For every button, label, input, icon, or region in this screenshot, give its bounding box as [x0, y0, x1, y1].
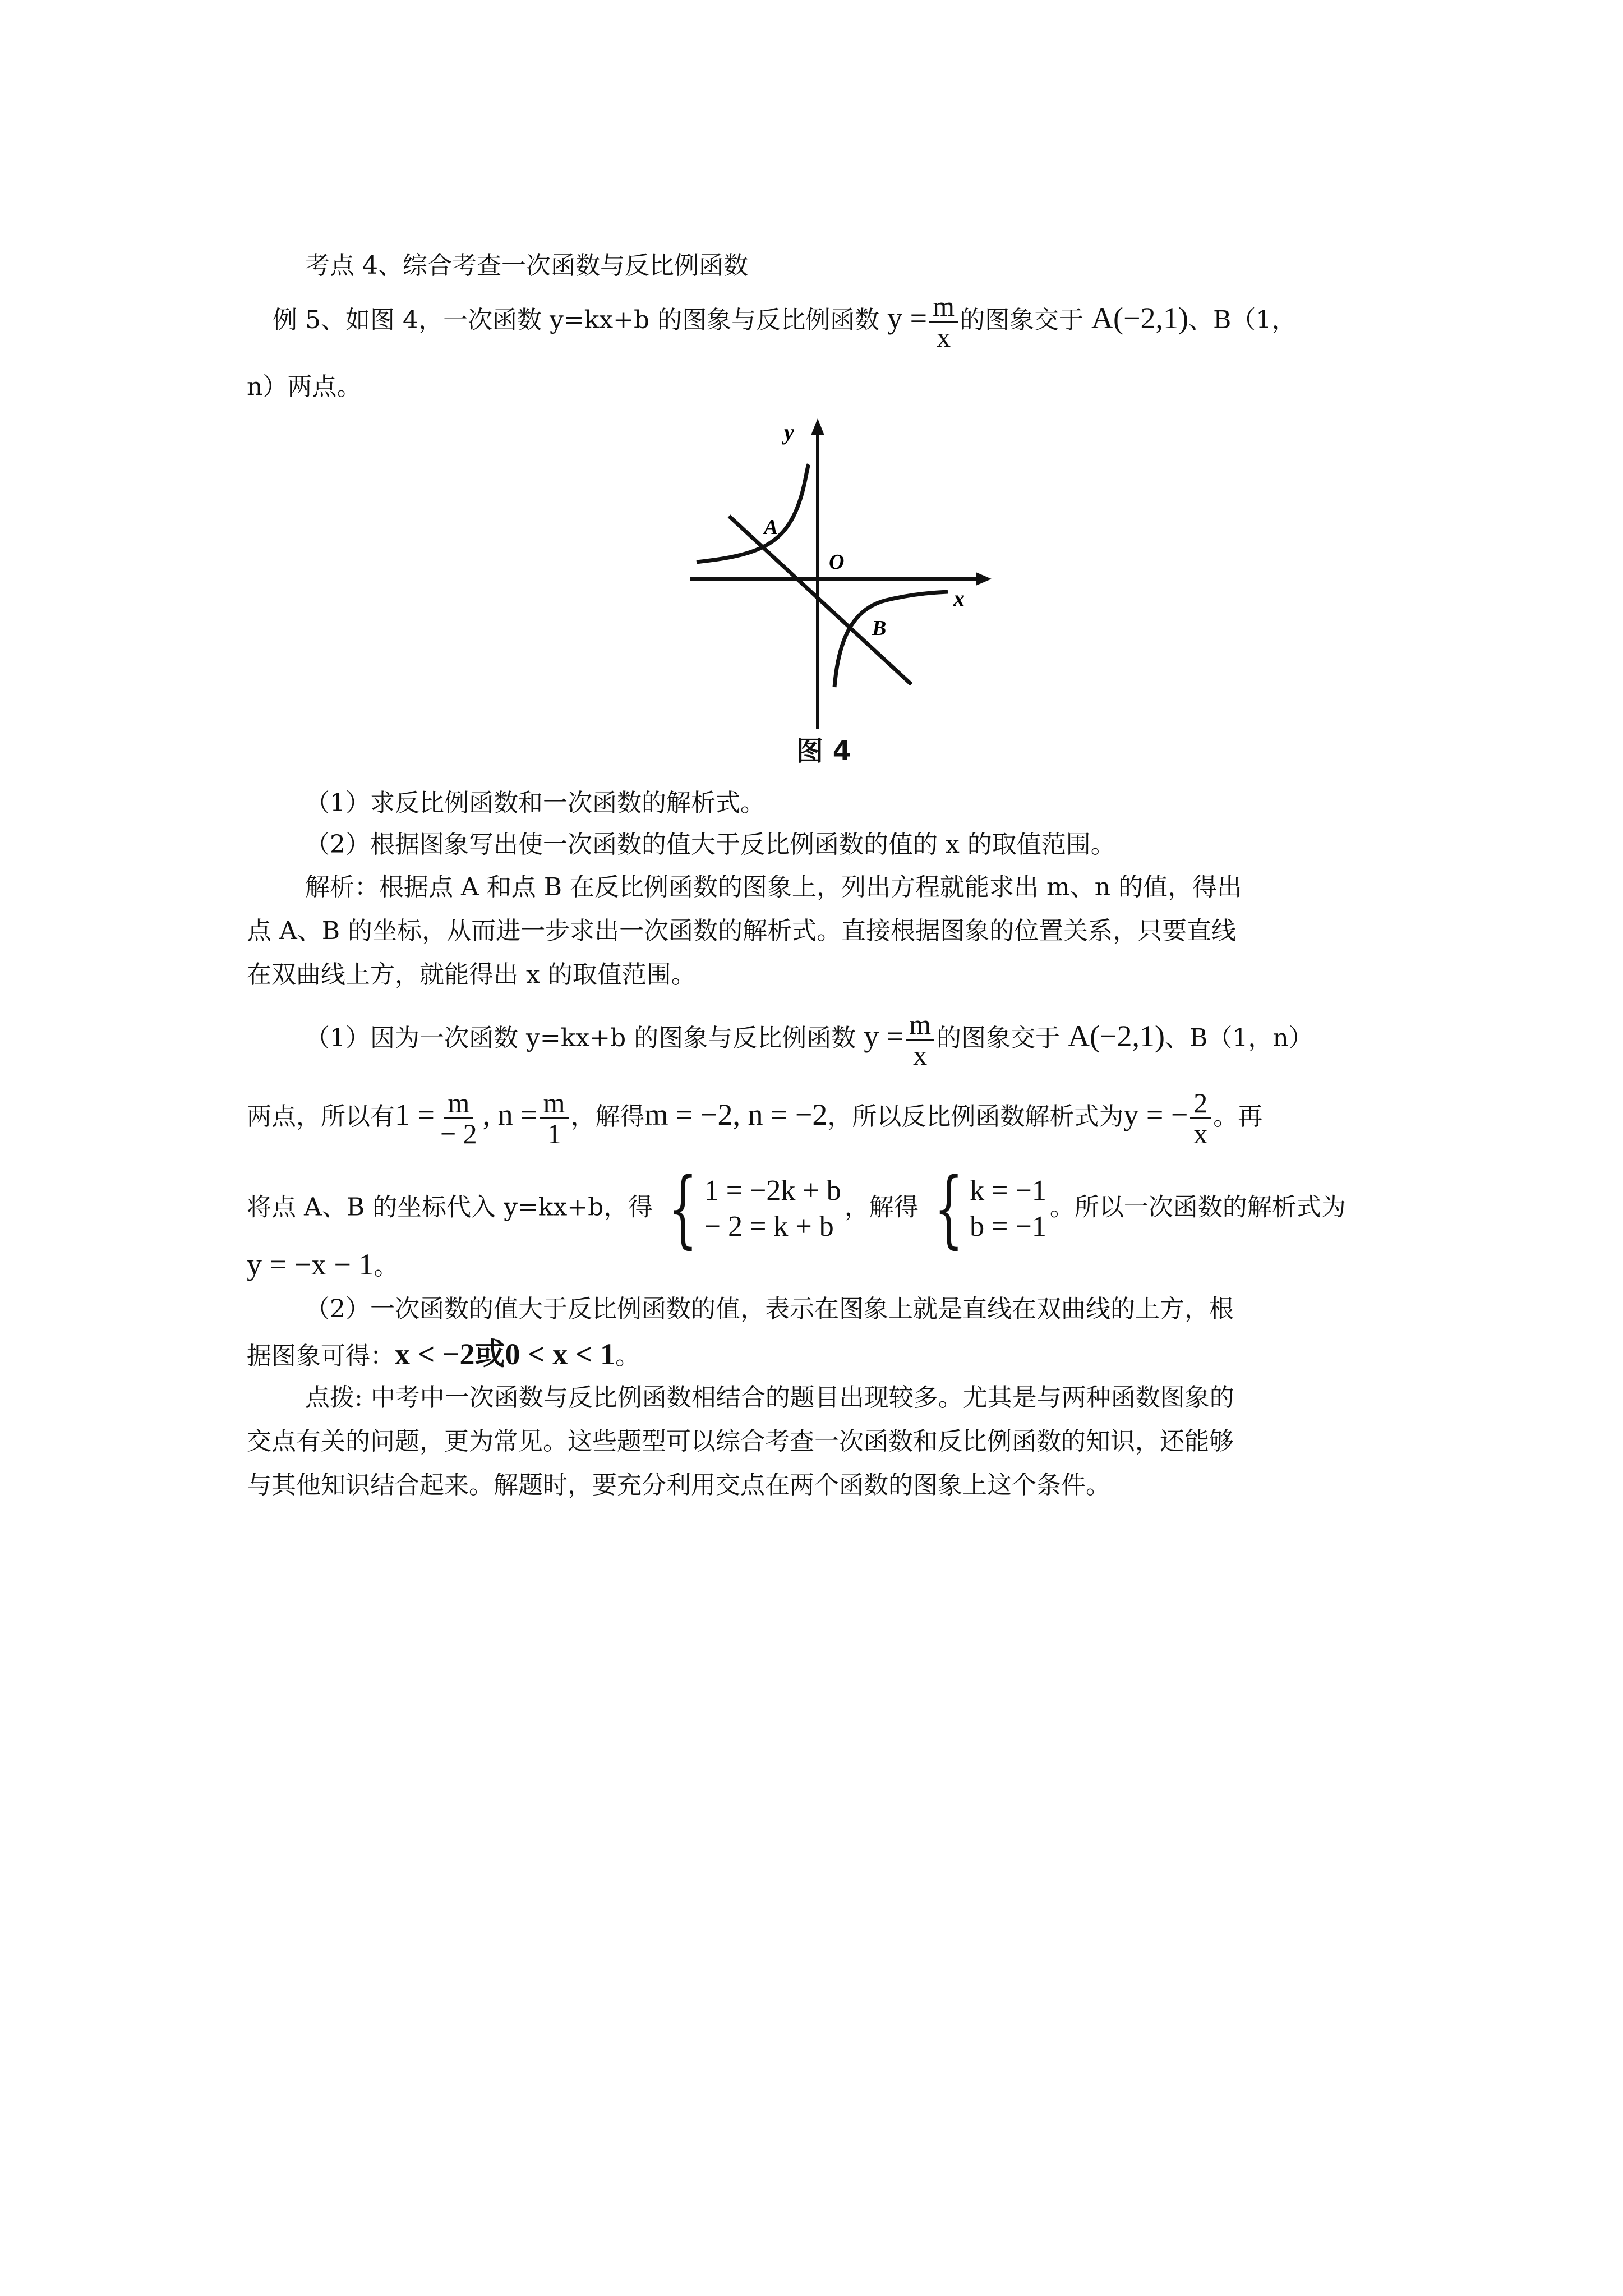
brace-icon: { [668, 1160, 698, 1258]
solution-text: ，所以反比例函数解析式为 [827, 1102, 1124, 1131]
solution-line-1 [305, 1010, 1449, 1070]
system-equation: k = −1 [970, 1175, 1046, 1207]
tip-line-1: 点拨: 中考中一次函数与反比例函数相结合的题目出现较多。尤其是与两种函数图象的 [305, 1383, 1234, 1412]
point-a-coord: A(−2,1) [1091, 301, 1188, 335]
equation-lhs: , n = [482, 1098, 538, 1131]
fraction-denominator: x [913, 1039, 928, 1071]
fraction-denominator: x [937, 321, 951, 353]
fraction-numerator: 2 [1190, 1088, 1211, 1119]
equation-system-2 [922, 1160, 1046, 1258]
formula-lhs: y = [887, 301, 928, 335]
analysis-line-1: 解析：根据点 A 和点 B 在反比例函数的图象上，列出方程就能求出 m、n 的值，得出 [305, 873, 1242, 901]
solution-text: 。再 [1213, 1102, 1263, 1131]
fraction-numerator: m [929, 292, 958, 323]
question-2: （2）根据图象写出使一次函数的值大于反比例函数的值的 x 的取值范围。 [305, 830, 1115, 859]
example-line-1 [273, 292, 1417, 352]
solved-values: m = −2, n = −2 [644, 1098, 828, 1131]
solution-line-4 [247, 1248, 1391, 1283]
solution-text-b: 的图象交于 [937, 1024, 1061, 1052]
fraction-denominator: 1 [547, 1118, 561, 1149]
solution-line-2 [247, 1088, 1391, 1148]
hyperbola-branch-left [697, 464, 809, 562]
point-label-b: B [872, 616, 887, 640]
linear-function-result: y = −x − 1 [247, 1248, 374, 1281]
y-axis-arrow [811, 418, 824, 435]
system-equation: − 2 = k + b [704, 1211, 834, 1243]
tip-line-3: 与其他知识结合起来。解题时，要充分利用交点在两个函数的图象上这个条件。 [247, 1471, 1110, 1499]
figure-graph [684, 415, 998, 729]
example-text-b: 的图象交于 [960, 306, 1084, 334]
fraction-m-over-neg2 [437, 1088, 481, 1148]
solution-fraction-m-over-x [906, 1010, 934, 1070]
question-1: （1）求反比例函数和一次函数的解析式。 [305, 789, 765, 817]
example-text-a: 例 5、如图 4，一次函数 y=kx+b 的图象与反比例函数 [273, 306, 880, 334]
solution-part2-line-1: （2）一次函数的值大于反比例函数的值，表示在图象上就是直线在双曲线的上方，根 [305, 1295, 1234, 1323]
x-range-result: x < −2或0 < x < 1 [395, 1337, 616, 1371]
equation-lhs: y = − [1123, 1098, 1188, 1131]
solution-text: ，解得 [570, 1102, 645, 1131]
solution-part2-line-2 [247, 1337, 1391, 1373]
system-equation: b = −1 [970, 1211, 1046, 1243]
solution-point-a: A(−2,1) [1068, 1019, 1165, 1053]
section-title: 考点 4、综合考查一次函数与反比例函数 [305, 251, 748, 280]
fraction-m-over-x [929, 292, 958, 352]
fraction-denominator: x [1193, 1118, 1208, 1149]
example-line-2: n）两点。 [247, 372, 362, 401]
axis-label-x: x [953, 586, 965, 611]
fraction-numerator: m [540, 1088, 569, 1119]
solution-formula-lhs: y = [864, 1019, 904, 1053]
fraction-m-over-1 [540, 1088, 569, 1148]
hyperbola-branch-right [834, 592, 948, 687]
fraction-denominator: − 2 [440, 1118, 477, 1149]
analysis-line-3: 在双曲线上方，就能得出 x 的取值范围。 [247, 960, 696, 989]
solution-text-c: 、B（1，n） [1165, 1024, 1313, 1052]
equation-system-1 [656, 1160, 841, 1258]
fraction-numerator: m [444, 1088, 473, 1119]
solution-text-a: （1）因为一次函数 y=kx+b 的图象与反比例函数 [305, 1024, 856, 1052]
solution-text: 将点 A、B 的坐标代入 y=kx+b，得 [247, 1193, 653, 1222]
point-label-a: A [764, 516, 778, 539]
equation-lhs: 1 = [395, 1098, 435, 1131]
system-equation: 1 = −2k + b [704, 1175, 841, 1207]
solution-text: ，解得 [844, 1193, 919, 1222]
solution-line-3 [247, 1160, 1391, 1258]
solution-text: 。所以一次函数的解析式为 [1049, 1193, 1346, 1222]
solution-text: 。 [615, 1342, 640, 1370]
fraction-2-over-x [1190, 1088, 1211, 1148]
tip-line-2: 交点有关的问题，更为常见。这些题型可以综合考查一次函数和反比例函数的知识，还能够 [247, 1427, 1234, 1456]
analysis-line-2: 点 A、B 的坐标，从而进一步求出一次函数的解析式。直接根据图象的位置关系，只要直线 [247, 917, 1237, 945]
origin-label: O [829, 550, 845, 574]
solution-text: 两点，所以有 [247, 1102, 395, 1131]
example-text-c: 、B（1， [1188, 306, 1297, 334]
x-axis-arrow [976, 572, 992, 586]
solution-text: 据图象可得： [247, 1342, 395, 1370]
brace-icon: { [934, 1160, 963, 1258]
solution-text: 。 [374, 1252, 399, 1281]
axis-label-y: y [784, 420, 794, 445]
figure-caption: 图 4 [796, 735, 852, 767]
fraction-numerator: m [906, 1010, 934, 1041]
